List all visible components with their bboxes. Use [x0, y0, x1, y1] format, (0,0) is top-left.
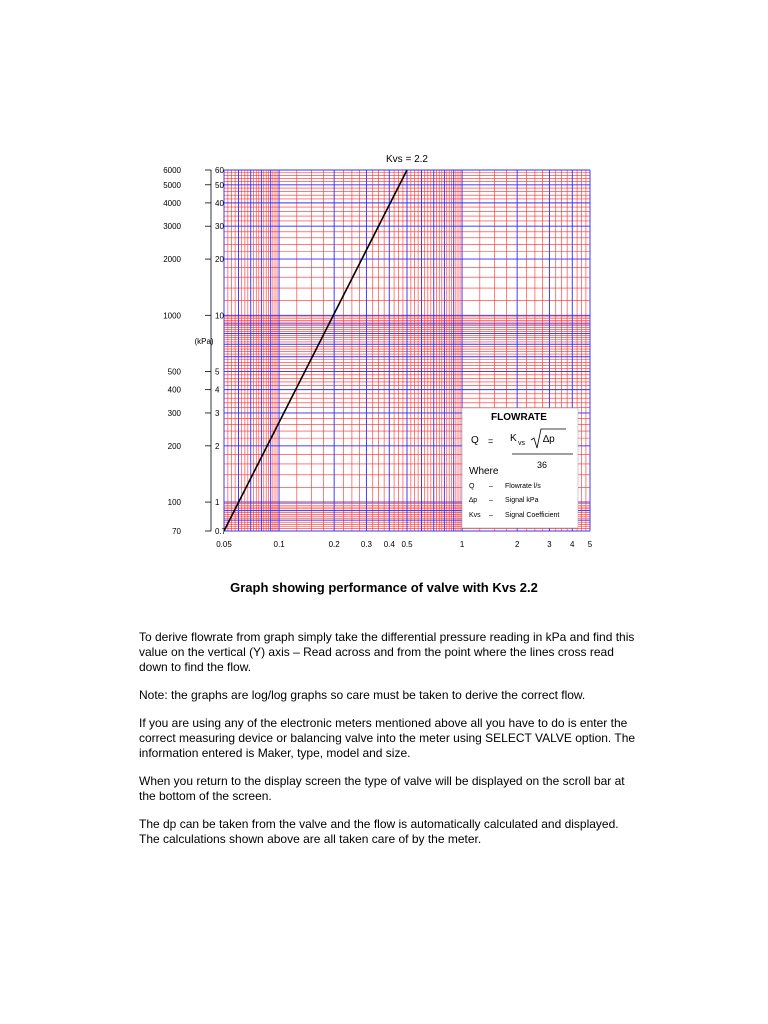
y-tick-label-kpa: 4000 [163, 198, 181, 208]
y-tick-label-kpa: 5000 [163, 180, 181, 190]
y-axis-unit-label: (kPa) [194, 336, 214, 346]
definition-text: Signal kPa [505, 497, 539, 504]
paragraph-dp-calculation: The dp can be taken from the valve and the flow is automatically calculated and displayed. The calculations shown above are all taken care of by the meter. [139, 817, 619, 846]
x-tick-label: 0.3 [360, 540, 372, 549]
y-tick-label: 0.7 [215, 527, 227, 536]
y-tick-label-kpa: 400 [167, 385, 181, 395]
formula-kvs: K [510, 433, 517, 444]
chart-title: Kvs = 2.2 [386, 154, 428, 165]
formula-divisor: 36 [536, 460, 548, 470]
y-tick-label: 30 [215, 222, 224, 232]
x-tick-label: 2 [514, 540, 520, 549]
x-tick-label: 3 [547, 540, 552, 549]
y-tick-label: 1 [215, 498, 220, 508]
y-tick-label: 60 [215, 166, 224, 175]
y-tick-label-kpa: 2000 [163, 255, 181, 265]
y-tick-label-kpa: 1000 [163, 311, 181, 321]
y-tick-label: 5 [215, 367, 220, 377]
formula-kvs-sub: vs [518, 440, 525, 447]
y-tick-label: 3 [215, 408, 220, 418]
x-tick-label: 4 [570, 540, 575, 549]
y-tick-label-kpa: 6000 [163, 166, 181, 175]
definition-dash: – [489, 512, 493, 519]
definition-symbol: ∆p [469, 497, 478, 504]
y-tick-label: 40 [215, 198, 224, 208]
paragraph-electronic-meters: If you are using any of the electronic meters mentioned above all you have to do is enter the correct measuring device or balancing valve into the meter using SELECT VALVE option. The information entered is Maker, type, model and size. [139, 716, 636, 760]
y-tick-label-kpa: 3000 [163, 222, 181, 232]
x-tick-label: 0.05 [216, 540, 232, 549]
x-tick-label: 0.2 [328, 540, 340, 549]
y-tick-label-kpa: 70 [172, 527, 181, 536]
y-tick-label-kpa: 100 [167, 498, 181, 508]
paragraph-derive-flowrate: To derive flowrate from graph simply take the differential pressure reading in kPa and find this value on the vertical (Y) axis – Read across and from the point where the lines cross read down to find the flow. [139, 630, 635, 674]
y-tick-label: 20 [215, 255, 224, 265]
paragraph-log-note: Note: the graphs are log/log graphs so care must be taken to derive the correct flow. [139, 688, 586, 702]
y-tick-label-kpa: 200 [167, 441, 181, 451]
formula-box [462, 408, 578, 528]
x-tick-label: 1 [459, 540, 465, 549]
chart-caption: Graph showing performance of valve with Kvs 2.2 [230, 580, 538, 595]
x-tick-label: 5 [587, 540, 593, 549]
y-tick-label: 2 [215, 441, 220, 451]
formula-title: FLOWRATE [491, 412, 547, 423]
y-tick-label: 4 [215, 385, 220, 395]
formula-where: Where [469, 466, 499, 477]
definition-dash: – [489, 483, 493, 490]
x-tick-label: 0.1 [273, 540, 285, 549]
definition-symbol: Kvs [469, 512, 481, 519]
x-tick-label: 0.5 [401, 540, 413, 549]
formula-dp: ∆p [543, 434, 555, 445]
y-tick-label: 50 [215, 180, 224, 190]
formula-equals: = [488, 436, 494, 446]
y-tick-label-kpa: 500 [167, 367, 181, 377]
definition-text: Flowrate l/s [505, 483, 541, 490]
definition-text: Signal Coefficient [505, 512, 560, 519]
formula-q: Q [471, 435, 479, 446]
y-tick-label-kpa: 300 [167, 408, 181, 418]
definition-symbol: Q [469, 483, 475, 490]
definition-dash: – [489, 497, 493, 504]
y-tick-label: 10 [215, 311, 224, 321]
paragraph-display-screen: When you return to the display screen the type of valve will be displayed on the scroll bar at the bottom of the screen. [139, 774, 625, 803]
body-text [139, 630, 639, 860]
x-tick-label: 0.4 [383, 540, 395, 549]
